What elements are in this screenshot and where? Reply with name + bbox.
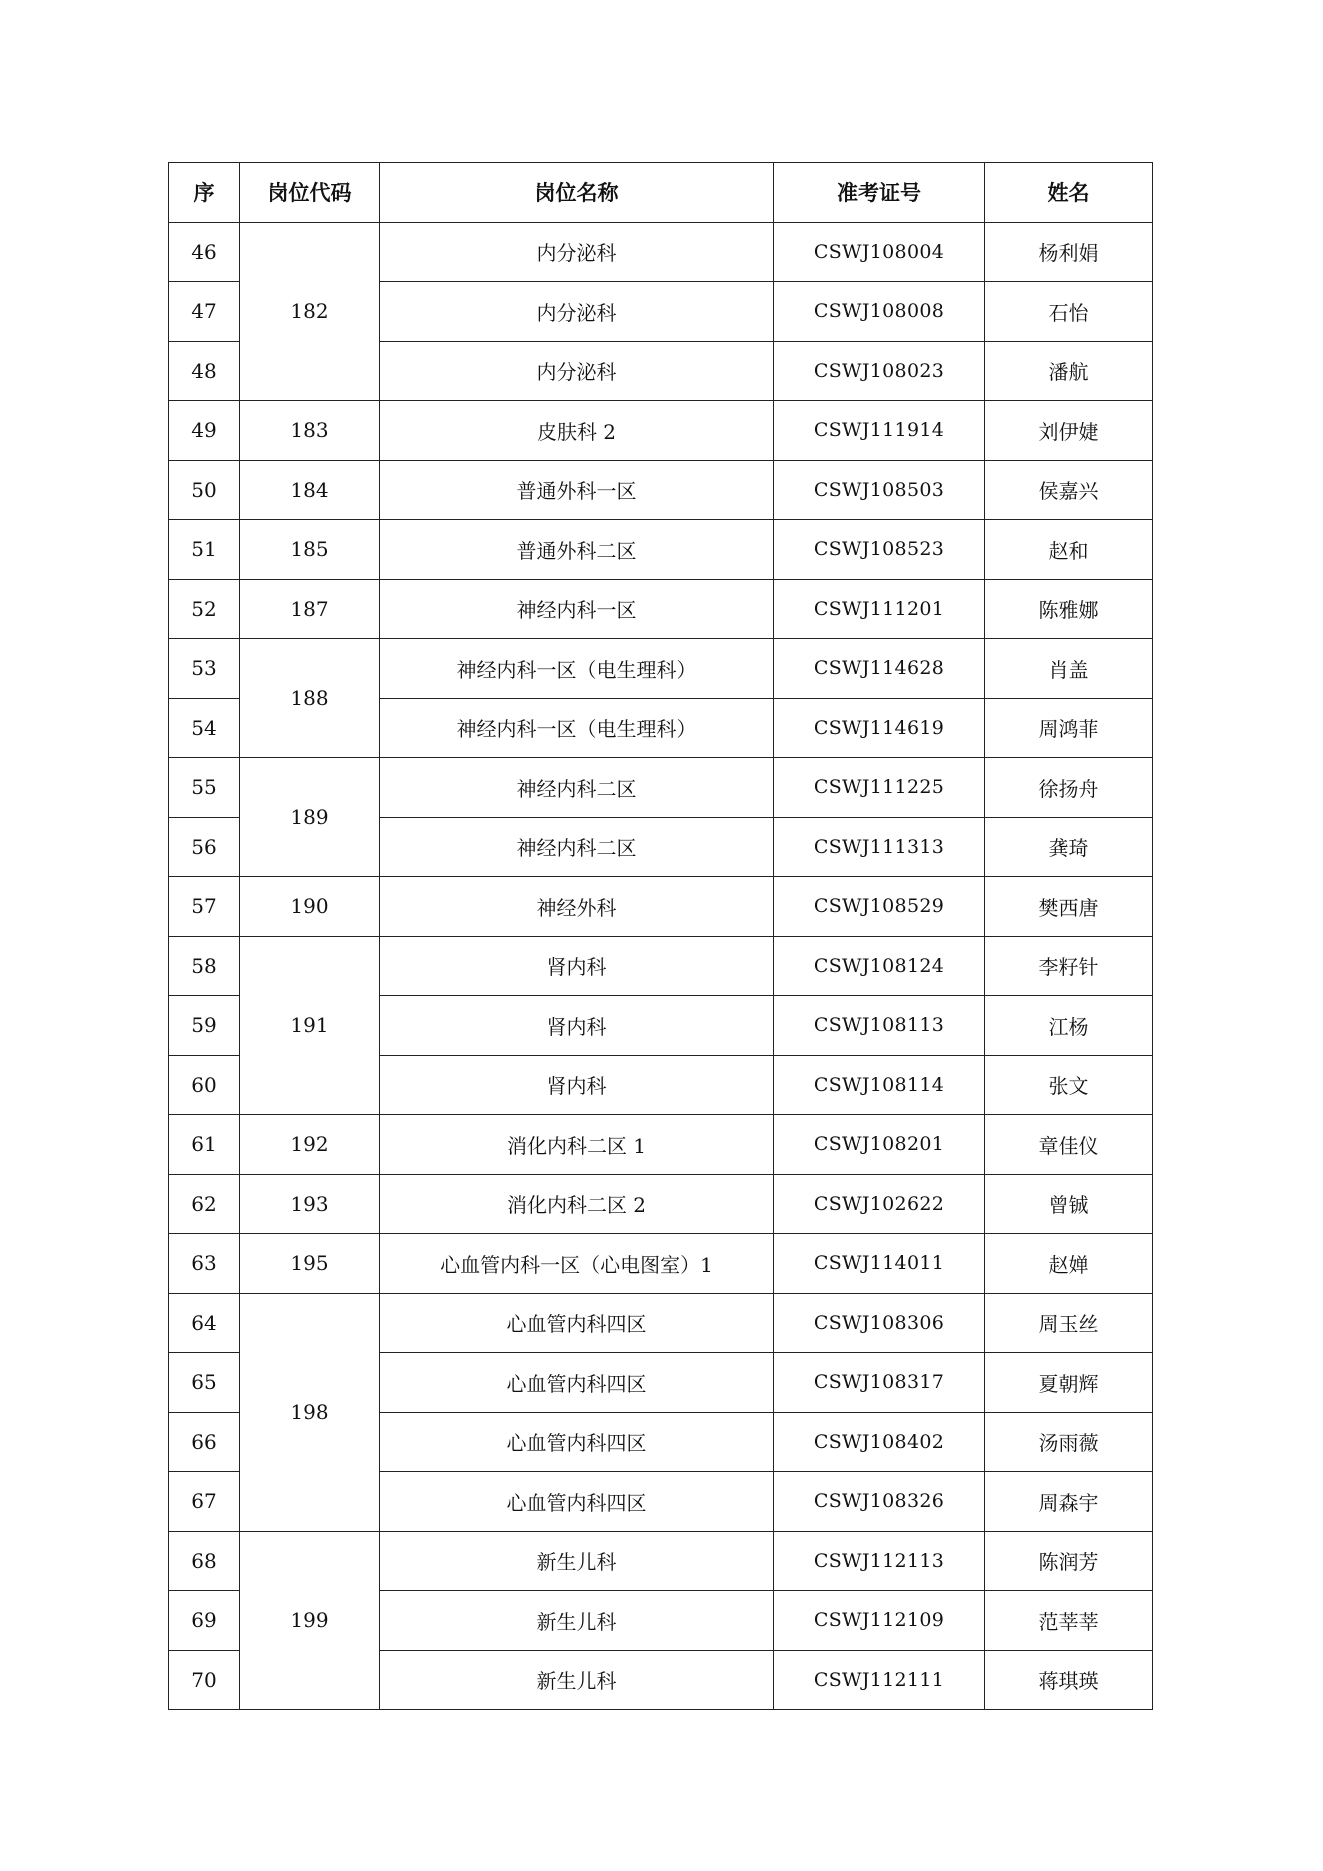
cell-name: 杨利娟: [985, 222, 1153, 282]
cell-post-code: 184: [240, 460, 380, 520]
cell-exam-id: CSWJ108402: [774, 1412, 985, 1472]
cell-seq: 54: [169, 698, 240, 758]
cell-name: 周森宇: [985, 1472, 1153, 1532]
cell-post-code: 182: [240, 222, 380, 401]
table-row: [169, 1293, 1153, 1353]
cell-name: 陈润芳: [985, 1531, 1153, 1591]
cell-exam-id: CSWJ102622: [774, 1174, 985, 1234]
cell-seq: 67: [169, 1472, 240, 1532]
cell-seq: 56: [169, 817, 240, 877]
cell-post-name: 内分泌科: [380, 341, 774, 401]
cell-post-code: 188: [240, 639, 380, 758]
cell-post-code: 183: [240, 401, 380, 461]
cell-seq: 57: [169, 877, 240, 937]
cell-name: 龚琦: [985, 817, 1153, 877]
table-header: [169, 163, 1153, 223]
cell-name: 章佳仪: [985, 1115, 1153, 1175]
cell-exam-id: CSWJ108113: [774, 996, 985, 1056]
cell-seq: 70: [169, 1650, 240, 1710]
cell-exam-id: CSWJ108114: [774, 1055, 985, 1115]
cell-post-code: 189: [240, 758, 380, 877]
cell-post-code: 195: [240, 1234, 380, 1294]
cell-name: 蒋琪瑛: [985, 1650, 1153, 1710]
cell-name: 赵婵: [985, 1234, 1153, 1294]
cell-exam-id: CSWJ108306: [774, 1293, 985, 1353]
cell-name: 汤雨薇: [985, 1412, 1153, 1472]
header-post-name: 岗位名称: [380, 163, 774, 223]
header-exam-id: 准考证号: [774, 163, 985, 223]
header-row: [169, 163, 1153, 223]
cell-post-name: 新生儿科: [380, 1591, 774, 1651]
cell-seq: 49: [169, 401, 240, 461]
cell-post-name: 新生儿科: [380, 1650, 774, 1710]
cell-exam-id: CSWJ114011: [774, 1234, 985, 1294]
cell-name: 侯嘉兴: [985, 460, 1153, 520]
header-seq: 序: [169, 163, 240, 223]
cell-exam-id: CSWJ108317: [774, 1353, 985, 1413]
table-row: [169, 1174, 1153, 1234]
cell-exam-id: CSWJ111914: [774, 401, 985, 461]
cell-name: 夏朝辉: [985, 1353, 1153, 1413]
cell-post-code: 191: [240, 936, 380, 1115]
cell-seq: 51: [169, 520, 240, 580]
table-row: [169, 1234, 1153, 1294]
cell-name: 陈雅娜: [985, 579, 1153, 639]
table-row: [169, 1531, 1153, 1591]
cell-name: 曾铖: [985, 1174, 1153, 1234]
cell-exam-id: CSWJ108023: [774, 341, 985, 401]
cell-post-name: 神经内科二区: [380, 758, 774, 818]
table-row: [169, 460, 1153, 520]
cell-post-code: 190: [240, 877, 380, 937]
cell-seq: 53: [169, 639, 240, 699]
cell-seq: 61: [169, 1115, 240, 1175]
cell-exam-id: CSWJ108124: [774, 936, 985, 996]
table-body: [169, 222, 1153, 1710]
cell-exam-id: CSWJ112109: [774, 1591, 985, 1651]
cell-post-name: 普通外科二区: [380, 520, 774, 580]
cell-exam-id: CSWJ108201: [774, 1115, 985, 1175]
cell-post-code: 193: [240, 1174, 380, 1234]
cell-name: 刘伊婕: [985, 401, 1153, 461]
cell-post-name: 心血管内科四区: [380, 1353, 774, 1413]
cell-exam-id: CSWJ114619: [774, 698, 985, 758]
roster-table: [168, 162, 1153, 1710]
cell-exam-id: CSWJ111201: [774, 579, 985, 639]
cell-post-code: 192: [240, 1115, 380, 1175]
cell-post-name: 神经内科一区: [380, 579, 774, 639]
table-row: [169, 877, 1153, 937]
cell-exam-id: CSWJ108523: [774, 520, 985, 580]
cell-seq: 59: [169, 996, 240, 1056]
cell-post-name: 神经外科: [380, 877, 774, 937]
cell-seq: 58: [169, 936, 240, 996]
cell-exam-id: CSWJ108008: [774, 282, 985, 342]
cell-exam-id: CSWJ111313: [774, 817, 985, 877]
cell-seq: 52: [169, 579, 240, 639]
cell-exam-id: CSWJ108004: [774, 222, 985, 282]
cell-seq: 69: [169, 1591, 240, 1651]
cell-exam-id: CSWJ114628: [774, 639, 985, 699]
cell-name: 周鸿菲: [985, 698, 1153, 758]
cell-name: 樊西唐: [985, 877, 1153, 937]
cell-seq: 60: [169, 1055, 240, 1115]
cell-post-name: 心血管内科四区: [380, 1472, 774, 1532]
cell-seq: 64: [169, 1293, 240, 1353]
cell-name: 李籽针: [985, 936, 1153, 996]
cell-seq: 65: [169, 1353, 240, 1413]
cell-seq: 62: [169, 1174, 240, 1234]
cell-name: 石怡: [985, 282, 1153, 342]
cell-name: 肖盖: [985, 639, 1153, 699]
cell-post-name: 心血管内科四区: [380, 1293, 774, 1353]
cell-seq: 46: [169, 222, 240, 282]
cell-post-code: 187: [240, 579, 380, 639]
cell-post-name: 神经内科一区（电生理科）: [380, 639, 774, 699]
cell-post-name: 普通外科一区: [380, 460, 774, 520]
table-row: [169, 758, 1153, 818]
cell-seq: 63: [169, 1234, 240, 1294]
cell-seq: 68: [169, 1531, 240, 1591]
cell-name: 江杨: [985, 996, 1153, 1056]
cell-post-name: 内分泌科: [380, 222, 774, 282]
cell-post-name: 心血管内科一区（心电图室）1: [380, 1234, 774, 1294]
cell-post-name: 内分泌科: [380, 282, 774, 342]
cell-exam-id: CSWJ108529: [774, 877, 985, 937]
cell-name: 范莘莘: [985, 1591, 1153, 1651]
cell-exam-id: CSWJ112111: [774, 1650, 985, 1710]
table-row: [169, 936, 1153, 996]
cell-post-name: 神经内科一区（电生理科）: [380, 698, 774, 758]
cell-name: 赵和: [985, 520, 1153, 580]
cell-post-name: 心血管内科四区: [380, 1412, 774, 1472]
cell-exam-id: CSWJ108503: [774, 460, 985, 520]
table-row: [169, 520, 1153, 580]
cell-seq: 50: [169, 460, 240, 520]
cell-name: 周玉丝: [985, 1293, 1153, 1353]
header-name: 姓名: [985, 163, 1153, 223]
cell-post-name: 肾内科: [380, 996, 774, 1056]
cell-post-name: 皮肤科 2: [380, 401, 774, 461]
cell-seq: 47: [169, 282, 240, 342]
cell-name: 张文: [985, 1055, 1153, 1115]
cell-post-name: 消化内科二区 1: [380, 1115, 774, 1175]
cell-seq: 55: [169, 758, 240, 818]
header-post-code: 岗位代码: [240, 163, 380, 223]
cell-exam-id: CSWJ112113: [774, 1531, 985, 1591]
cell-post-name: 神经内科二区: [380, 817, 774, 877]
cell-exam-id: CSWJ111225: [774, 758, 985, 818]
cell-exam-id: CSWJ108326: [774, 1472, 985, 1532]
table-row: [169, 222, 1153, 282]
cell-post-name: 新生儿科: [380, 1531, 774, 1591]
table-row: [169, 639, 1153, 699]
cell-seq: 48: [169, 341, 240, 401]
table-row: [169, 1115, 1153, 1175]
cell-post-code: 198: [240, 1293, 380, 1531]
table-row: [169, 579, 1153, 639]
cell-post-name: 肾内科: [380, 1055, 774, 1115]
cell-name: 潘航: [985, 341, 1153, 401]
cell-post-name: 消化内科二区 2: [380, 1174, 774, 1234]
cell-name: 徐扬舟: [985, 758, 1153, 818]
cell-post-name: 肾内科: [380, 936, 774, 996]
cell-seq: 66: [169, 1412, 240, 1472]
cell-post-code: 185: [240, 520, 380, 580]
table-row: [169, 401, 1153, 461]
cell-post-code: 199: [240, 1531, 380, 1710]
